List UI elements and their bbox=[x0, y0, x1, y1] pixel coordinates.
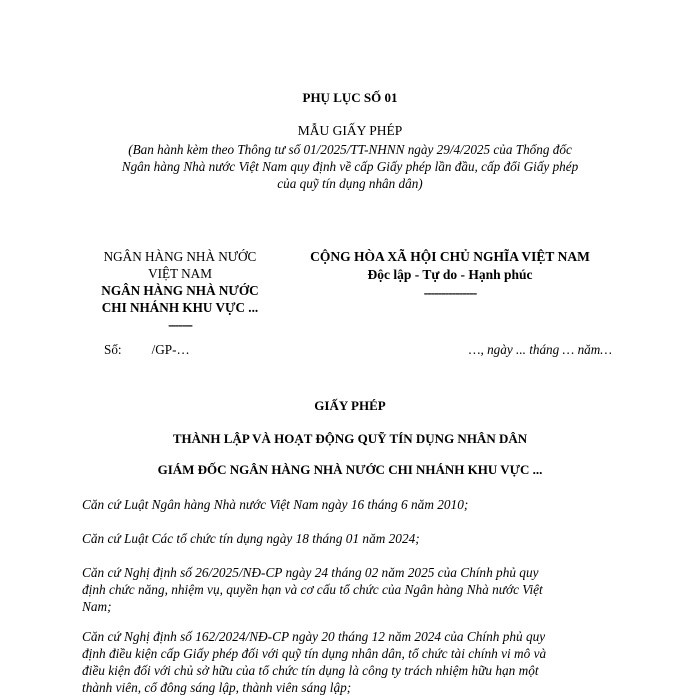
document-date: …, ngày ... tháng … năm… bbox=[468, 342, 612, 357]
legal-basis-line: Nam; bbox=[82, 599, 112, 614]
legal-basis-line: thành viên, cổ đông sáng lập, thành viên sáng lập; bbox=[82, 680, 352, 695]
legal-basis-line: điều kiện đối với chủ sở hữu của tổ chức tín dụng là công ty trách nhiệm hữu hạn một bbox=[82, 663, 539, 678]
agency-branch-line: NGÂN HÀNG NHÀ NƯỚC bbox=[101, 283, 259, 298]
document-number-label: Số: bbox=[104, 342, 122, 357]
legal-basis-line: định điều kiện cấp Giấy phép đối với quỹ tín dụng nhân dân, tổ chức tài chính vi mô và bbox=[82, 646, 547, 661]
issuing-agency-header bbox=[70, 248, 290, 333]
issued-by-line: (Ban hành kèm theo Thông tư số 01/2025/TT-NHNN ngày 29/4/2025 của Thống đốc bbox=[128, 142, 572, 157]
legal-basis-line: Căn cứ Luật Các tổ chức tín dụng ngày 18 tháng 01 năm 2024; bbox=[82, 531, 420, 546]
agency-branch-line: CHI NHÁNH KHU VỰC ... bbox=[101, 300, 259, 315]
national-motto: Độc lập - Tự do - Hạnh phúc bbox=[367, 267, 533, 282]
agency-rule: ------- bbox=[168, 317, 192, 332]
legal-basis-line: Căn cứ Nghị định số 26/2025/NĐ-CP ngày 24 tháng 02 năm 2025 của Chính phủ quy bbox=[82, 565, 539, 580]
legal-basis-line: Căn cứ Luật Ngân hàng Nhà nước Việt Nam ngày 16 tháng 6 năm 2010; bbox=[82, 497, 469, 512]
form-name: MẪU GIẤY PHÉP bbox=[297, 123, 403, 138]
agency-line: VIỆT NAM bbox=[148, 266, 212, 281]
motto-rule: --------------- bbox=[423, 285, 477, 300]
country-name: CỘNG HÒA XÃ HỘI CHỦ NGHĨA VIỆT NAM bbox=[310, 249, 590, 264]
legal-basis-line: Căn cứ Nghị định số 162/2024/NĐ-CP ngày 20 tháng 12 năm 2024 của Chính phủ quy bbox=[82, 629, 546, 644]
issued-by-line: của quỹ tín dụng nhân dân) bbox=[277, 176, 423, 191]
issued-by-note bbox=[50, 141, 650, 192]
document-number bbox=[104, 342, 190, 358]
agency-line: NGÂN HÀNG NHÀ NƯỚC bbox=[103, 249, 257, 264]
legal-basis-item bbox=[82, 530, 612, 547]
issued-by-line: Ngân hàng Nhà nước Việt Nam quy định về cấp Giấy phép lần đầu, cấp đổi Giấy phép bbox=[121, 159, 579, 174]
legal-basis-item bbox=[82, 564, 612, 615]
document-number-value: /GP-… bbox=[151, 342, 190, 357]
permit-subtitle: THÀNH LẬP VÀ HOẠT ĐỘNG QUỸ TÍN DỤNG NHÂN DÂN bbox=[172, 431, 528, 446]
legal-basis-line: định chức năng, nhiệm vụ, quyền hạn và cơ cấu tổ chức của Ngân hàng Nhà nước Việt bbox=[82, 582, 543, 597]
director-title: GIÁM ĐỐC NGÂN HÀNG NHÀ NƯỚC CHI NHÁNH KHU VỰC ... bbox=[157, 462, 543, 477]
legal-basis-item bbox=[82, 628, 612, 696]
national-motto-header bbox=[280, 248, 620, 302]
appendix-title: PHỤ LỤC SỐ 01 bbox=[302, 90, 398, 105]
permit-title: GIẤY PHÉP bbox=[314, 398, 386, 413]
legal-basis-item bbox=[82, 496, 612, 513]
